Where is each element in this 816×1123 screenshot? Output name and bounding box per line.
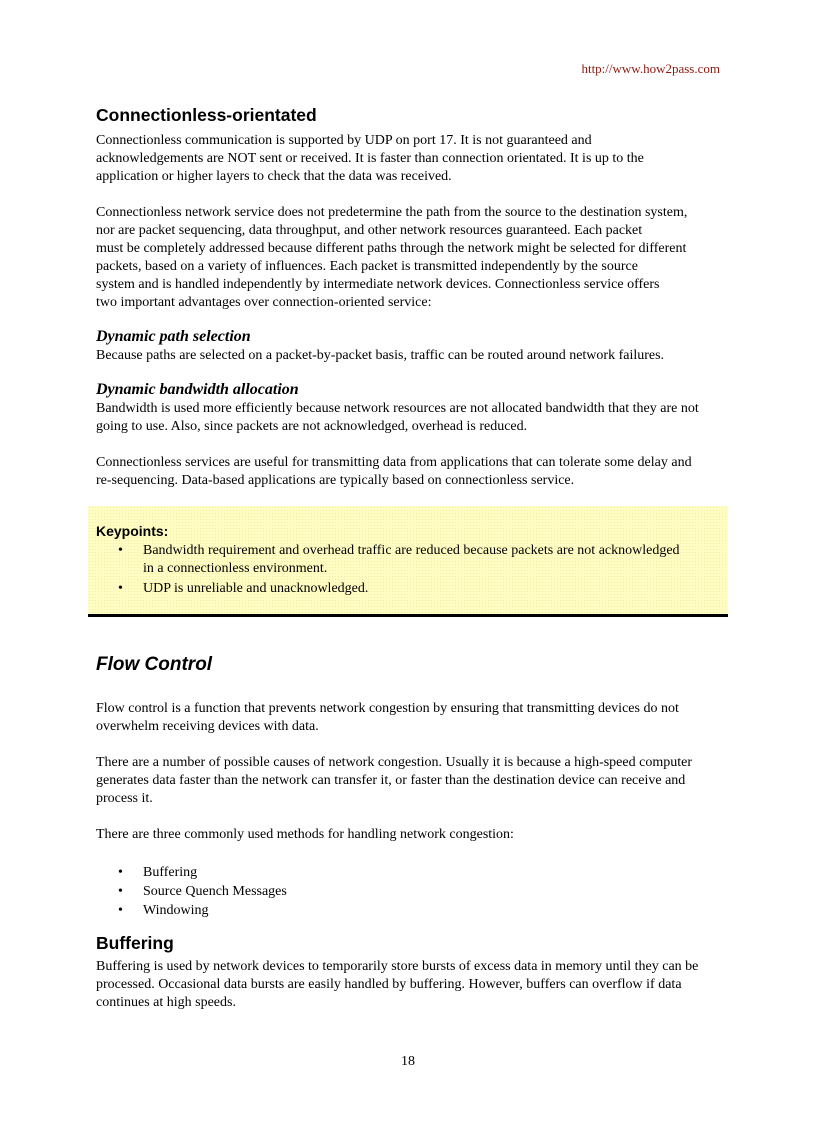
header-url[interactable]: http://www.how2pass.com	[581, 61, 720, 76]
text-line: must be completely addressed because different paths through the network might be selected for different	[96, 241, 687, 256]
keypoints-list	[96, 542, 720, 598]
method-item-windowing: • Windowing	[96, 902, 728, 920]
subheading-dynamic-bandwidth: Dynamic bandwidth allocation	[96, 381, 299, 398]
paragraph-dynamic-path: Because paths are selected on a packet-by-packet basis, traffic can be routed around network failures.	[96, 348, 665, 363]
page-number: 18	[401, 1054, 415, 1069]
text-line: packets, based on a variety of influences. Each packet is transmitted independently by the source	[96, 259, 638, 274]
text-line: two important advantages over connection-oriented service:	[96, 295, 432, 310]
method-item-source-quench: • Source Quench Messages	[96, 883, 728, 901]
page-content	[96, 104, 728, 1012]
text-line: nor are packet sequencing, data throughput, and other network resources guaranteed. Each packet	[96, 223, 643, 238]
paragraph-congestion-methods: There are three commonly used methods for handling network congestion:	[96, 827, 514, 842]
paragraph-connectionless-intro: Connectionless communication is supported by UDP on port 17. It is not guaranteed and acknowledgements are NOT sent or received. It is faster than connection orientated. It is up to the application or higher layers to check that the data was received.	[96, 133, 644, 184]
text-line: system and is handled independently by intermediate network devices. Connectionless service offers	[96, 277, 660, 292]
text-line: Connectionless network service does not predetermine the path from the source to the destination system,	[96, 205, 688, 220]
section-title-connectionless: Connectionless-orientated	[96, 105, 317, 125]
keypoints-title: Keypoints:	[96, 523, 169, 539]
paragraph-flow-control-definition: Flow control is a function that prevents network congestion by ensuring that transmitting devices do not overwhelm receiving devices with data.	[96, 701, 679, 734]
paragraph-connectionless-uses: Connectionless services are useful for transmitting data from applications that can tolerate some delay and re-sequencing. Data-based applications are typically based on connectionless service.	[96, 455, 692, 488]
paragraph-congestion-causes: There are a number of possible causes of network congestion. Usually it is because a high-speed computer generates data faster than the network can transfer it, or faster than the destination device can receive and process it.	[96, 755, 692, 806]
method-item-buffering: • Buffering	[96, 864, 728, 882]
section-title-buffering: Buffering	[96, 933, 174, 953]
keypoints-box	[88, 506, 728, 617]
subheading-dynamic-path: Dynamic path selection	[96, 328, 251, 345]
paragraph-connectionless-service	[96, 204, 728, 312]
section-title-flow-control: Flow Control	[96, 654, 213, 675]
paragraph-dynamic-bandwidth: Bandwidth is used more efficiently because network resources are not allocated bandwidth that they are not going to use. Also, since packets are not acknowledged, overhead is reduced.	[96, 401, 699, 434]
keypoint-item: • UDP is unreliable and unacknowledged.	[96, 580, 720, 598]
paragraph-buffering: Buffering is used by network devices to temporarily store bursts of excess data in memory until they can be processed. Occasional data bursts are easily handled by buffering. However, buffers can overflow if data continues at high speeds.	[96, 959, 699, 1010]
keypoint-item: • Bandwidth requirement and overhead traffic are reduced because packets are not acknowledged in a connectionless environment.	[96, 542, 683, 578]
congestion-methods-list	[96, 864, 728, 920]
